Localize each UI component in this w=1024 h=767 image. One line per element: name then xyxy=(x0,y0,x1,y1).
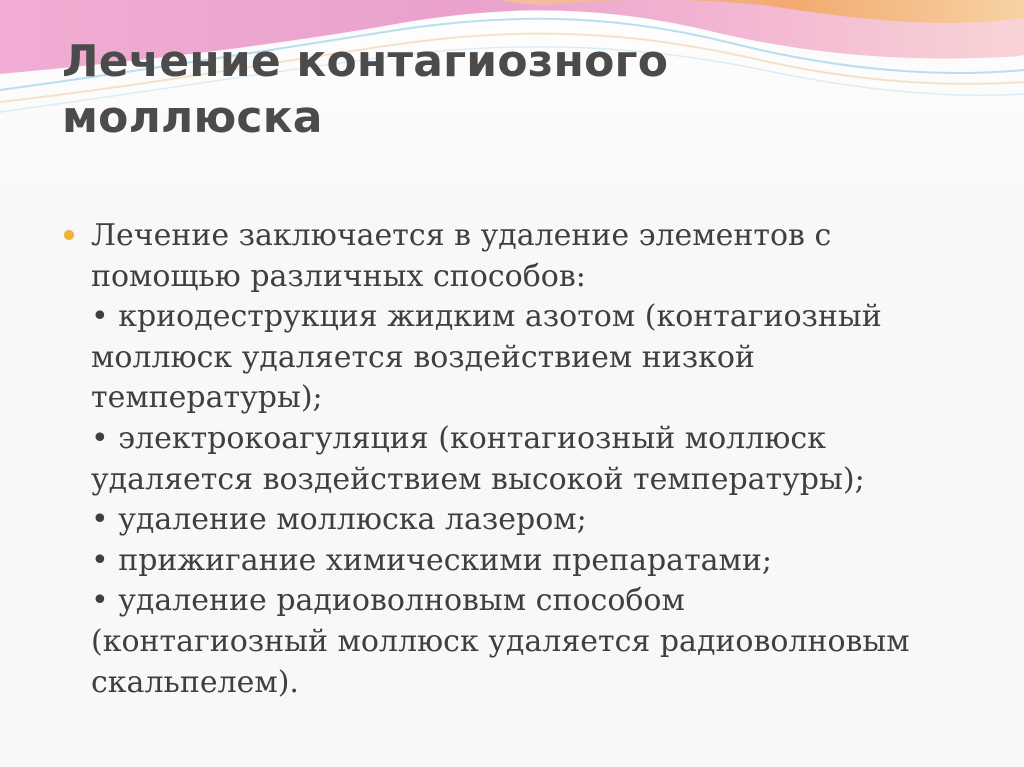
body-text-line: • удаление радиоволновым способом xyxy=(91,583,685,619)
body-text-line: моллюск удаляется воздействием низкой xyxy=(91,339,755,375)
body-text-line: Лечение заключается в удаление элементов с xyxy=(91,218,832,253)
slide-content xyxy=(64,216,964,716)
body-text-line: • прижигание химическими препаратами; xyxy=(91,542,772,578)
orange-dot-icon xyxy=(64,230,74,240)
body-text-line: (контагиозный моллюск удаляется радиоволновым xyxy=(91,623,910,659)
body-text-line: • электрокоагуляция (контагиозный моллюск xyxy=(91,420,826,456)
slide-title-line: моллюска xyxy=(62,92,323,143)
body-text-line: • удаление моллюска лазером; xyxy=(91,502,587,538)
body-text-line: • криодеструкция жидким азотом (контагиозный xyxy=(91,299,882,335)
slide-title xyxy=(62,34,822,146)
body-text-line: удаляется воздействием высокой температуры); xyxy=(91,461,865,497)
body-text-line: температуры); xyxy=(91,380,323,416)
body-text xyxy=(91,216,961,703)
body-text-line: помощью различных способов: xyxy=(91,258,586,294)
body-text-line: скальпелем). xyxy=(91,664,299,700)
slide-title-line: Лечение контагиозного xyxy=(62,36,669,87)
